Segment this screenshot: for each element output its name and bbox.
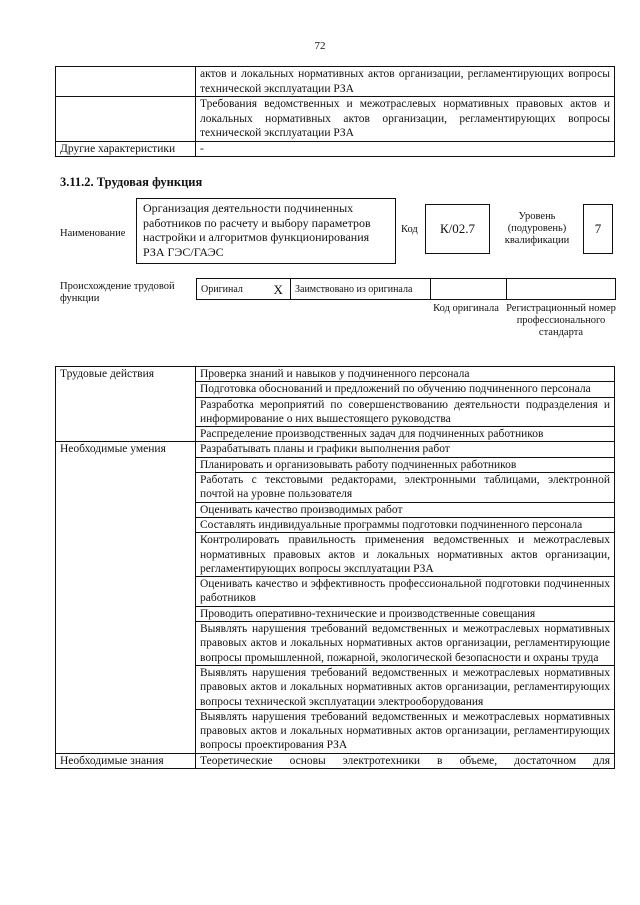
registration-caption: Регистрационный номер профессионального стандарта	[506, 303, 616, 338]
registration-number-cell	[507, 279, 616, 300]
list-item: Оценивать качество и эффективность профессиональной подготовки подчиненных работников	[196, 577, 615, 607]
section-label: Необходимые умения	[56, 442, 196, 753]
level-value: 7	[583, 204, 613, 254]
section-title: 3.11.2. Трудовая функция	[60, 175, 203, 189]
table-row	[56, 753, 615, 768]
row-value: актов и локальных нормативных актов организации, регламентирующих вопросы технической эксплуатации РЗА	[196, 67, 615, 97]
list-item: Проверка знаний и навыков у подчиненного персонала	[196, 367, 615, 382]
list-item: Работать с текстовыми редакторами, электронными таблицами, электронной почтой на уровне пользователя	[196, 473, 615, 503]
list-item: Оценивать качество производимых работ	[196, 502, 615, 517]
list-item: Подготовка обоснований и предложений по обучению подчиненного персонала	[196, 382, 615, 397]
table-row	[56, 67, 615, 97]
row-value: -	[196, 141, 615, 157]
origin-label: Происхождение трудовой функции	[60, 281, 175, 304]
table-row	[56, 367, 615, 382]
table-row	[56, 141, 615, 157]
table-row	[56, 442, 615, 457]
section-label: Необходимые знания	[56, 753, 196, 768]
row-label	[56, 67, 196, 97]
name-label: Наименование	[60, 228, 126, 239]
list-item: Разрабатывать планы и графики выполнения работ	[196, 442, 615, 457]
borrowed-label: Заимствовано из оригинала	[291, 279, 431, 300]
function-code-value: К/02.7	[425, 204, 490, 254]
code-label: Код	[401, 224, 418, 235]
list-item: Теоретические основы электротехники в объеме, достаточном для	[196, 753, 615, 768]
function-name-value: Организация деятельности подчиненных работников по расчету и выбору параметров настройки и алгоритмов функционирования РЗА ГЭС/ГАЭС	[136, 198, 396, 264]
previous-function-table	[55, 66, 615, 157]
labor-function-table	[55, 366, 615, 769]
original-label: Оригинал	[197, 279, 267, 300]
list-item: Выявлять нарушения требований ведомственных и межотраслевых нормативных правовых актов и локальных нормативных актов организации, регламентирующих вопросы технической эксплуатации электрооборудования	[196, 665, 615, 709]
list-item: Проводить оперативно-технические и производственные совещания	[196, 606, 615, 621]
row-label	[56, 97, 196, 142]
row-label: Другие характеристики	[56, 141, 196, 157]
table-row	[197, 279, 616, 300]
section-label: Трудовые действия	[56, 367, 196, 442]
list-item: Разработка мероприятий по совершенствованию деятельности подразделения и информирование о них вышестоящего руководства	[196, 397, 615, 427]
list-item: Составлять индивидуальные программы подготовки подчиненного персонала	[196, 517, 615, 532]
code-caption: Код оригинала	[433, 303, 499, 314]
row-value: Требования ведомственных и межотраслевых нормативных правовых актов и локальных нормативных актов организации, регламентирующих вопросы технической эксплуатации РЗА	[196, 97, 615, 142]
list-item: Выявлять нарушения требований ведомственных и межотраслевых нормативных правовых актов и локальных нормативных актов организации, регламентирующие вопросы промышленной, пожарной, экологической безопасности и охраны труда	[196, 622, 615, 666]
origin-table	[196, 278, 616, 300]
table-row	[56, 97, 615, 142]
list-item: Контролировать правильность применения ведомственных и межотраслевых нормативных правовых актов и локальных нормативных актов организации, регламентирующих вопросы эксплуатации РЗА	[196, 533, 615, 577]
original-mark: X	[267, 279, 291, 300]
list-item: Распределение производственных задач для подчиненных работников	[196, 427, 615, 442]
page-number: 72	[314, 40, 326, 52]
list-item: Выявлять нарушения требований ведомственных и межотраслевых нормативных правовых актов и локальных нормативных актов организации, регламентирующих вопросы проектирования РЗА	[196, 709, 615, 753]
original-code-cell	[431, 279, 507, 300]
level-label: Уровень (подуровень) квалификации	[504, 211, 570, 246]
list-item: Планировать и организовывать работу подчиненных работников	[196, 457, 615, 472]
